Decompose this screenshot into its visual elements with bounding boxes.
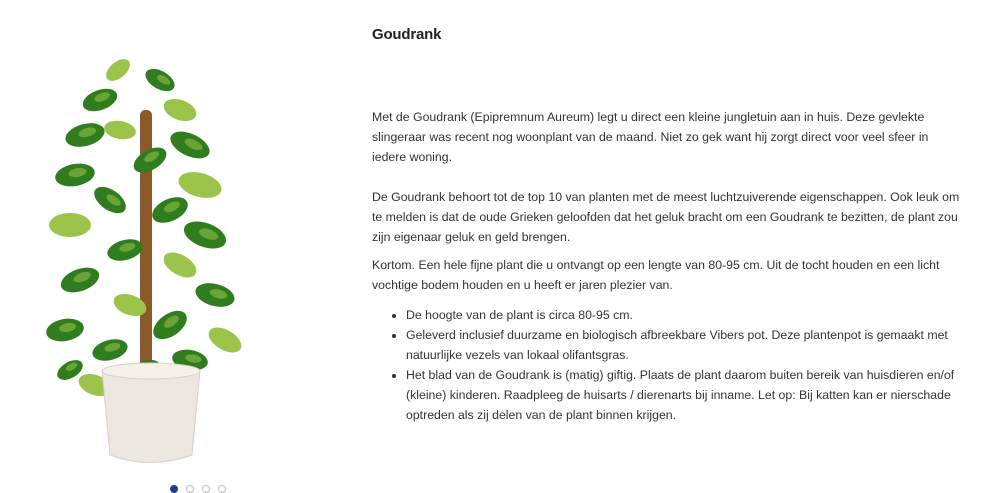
feature-item: • Het blad van de Goudrank is (matig) giftig. Plaats de plant daarom buiten bereik van huisdieren en/of (kleine) kinderen. Raadpleeg de huisarts / dierenarts bij inname. Let op: Bij katten kan er nierschade optreden als zij delen van de plant binnen krijgen. bbox=[406, 365, 962, 425]
product-title: Goudrank bbox=[372, 26, 442, 43]
carousel-dot-3[interactable] bbox=[202, 485, 210, 493]
feature-list bbox=[372, 305, 962, 425]
description-paragraph-2: De Goudrank behoort tot de top 10 van planten met de meest luchtzuiverende eigenschappen. Ook leuk om te melden is dat de oude Grieken geloofden dat het geluk bracht om een Goudrank te bezitten, de plant zou zijn eigenaar geluk en geld brengen. bbox=[372, 190, 960, 244]
feature-item: • De hoogte van de plant is circa 80-95 cm. bbox=[406, 305, 962, 325]
carousel-dots bbox=[170, 485, 226, 493]
carousel-dot-1[interactable] bbox=[170, 485, 178, 493]
description-paragraph-1: Met de Goudrank (Epipremnum Aureum) legt u direct een kleine jungletuin aan in huis. Deze gevlekte slingeraar was recent nog woonplant van de maand. Niet zo gek want hij zorgt direct voor veel sfeer in iedere woning. bbox=[372, 110, 929, 164]
feature-item: • Geleverd inclusief duurzame en biologisch afbreekbare Vibers pot. Deze plantenpot is gemaakt met natuurlijke vezels van lokaal olifantsgras. bbox=[406, 325, 962, 365]
carousel-dot-4[interactable] bbox=[218, 485, 226, 493]
plant-photo-icon bbox=[40, 40, 260, 470]
description-paragraph-3: Kortom. Een hele fijne plant die u ontvangt op een lengte van 80-95 cm. Uit de tocht houden en een licht vochtige bodem houden en u heeft er jaren plezier van. bbox=[372, 258, 940, 292]
product-image-gallery[interactable] bbox=[40, 40, 260, 470]
carousel-dot-2[interactable] bbox=[186, 485, 194, 493]
product-description bbox=[372, 26, 962, 425]
